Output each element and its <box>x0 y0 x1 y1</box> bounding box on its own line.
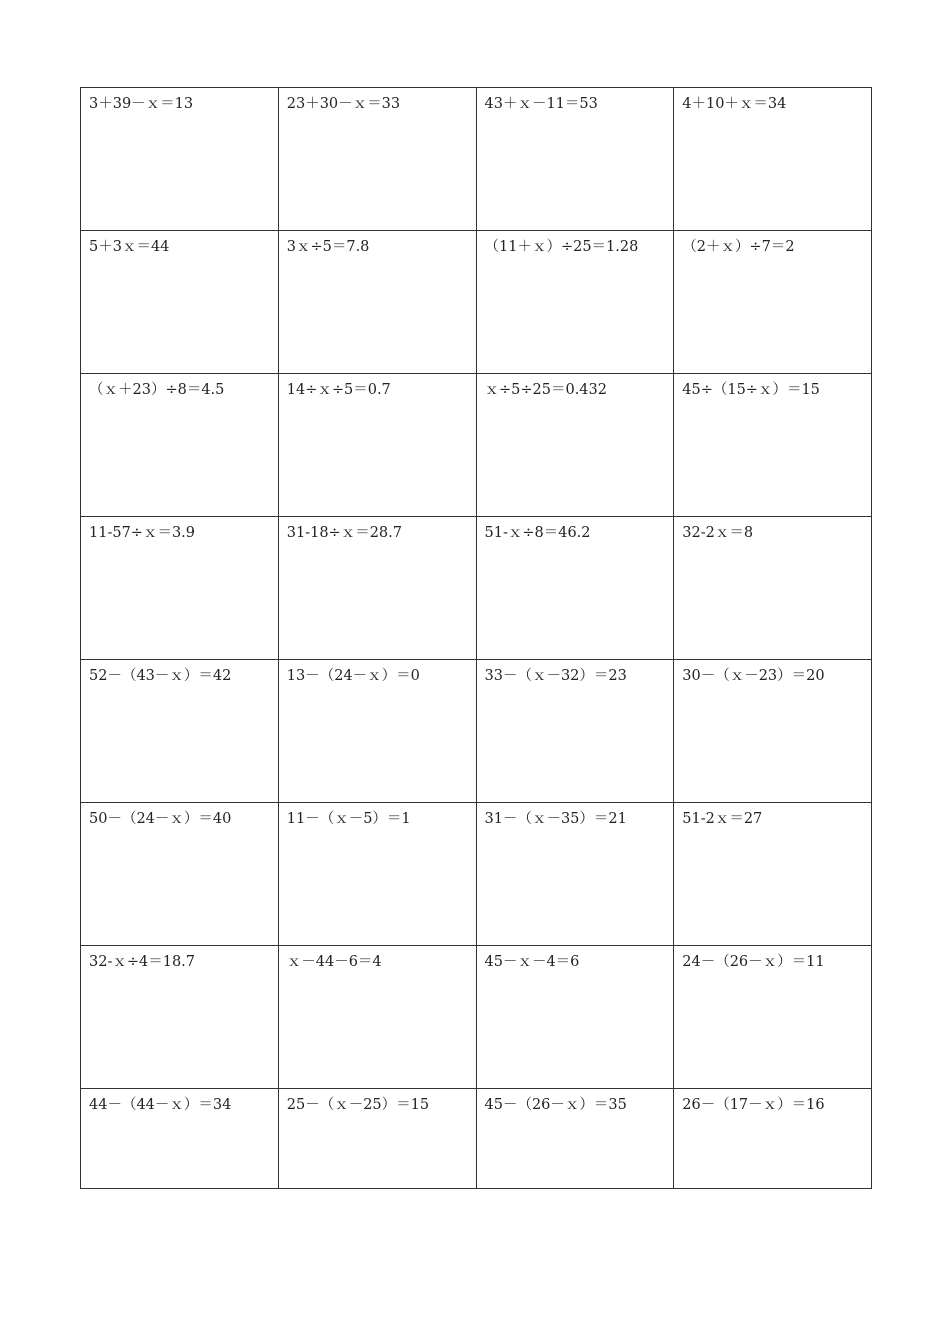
table-row <box>81 88 872 231</box>
equation-cell: 45÷（15÷ｘ）＝15 <box>674 374 872 517</box>
equation-cell: ｘ－44－6＝4 <box>278 946 476 1089</box>
equation-cell: 51-ｘ÷8＝46.2 <box>476 517 674 660</box>
equation-worksheet-table <box>80 87 872 1189</box>
table-row <box>81 231 872 374</box>
equation-cell: ｘ÷5÷25＝0.432 <box>476 374 674 517</box>
table-row <box>81 660 872 803</box>
table-row <box>81 1089 872 1189</box>
equation-cell: 4＋10＋ｘ＝34 <box>674 88 872 231</box>
equation-cell: 3＋39－ｘ＝13 <box>81 88 279 231</box>
equation-cell: 14÷ｘ÷5＝0.7 <box>278 374 476 517</box>
equation-cell: 30－（ｘ－23）＝20 <box>674 660 872 803</box>
equation-cell: 11-57÷ｘ＝3.9 <box>81 517 279 660</box>
equation-cell: 3ｘ÷5＝7.8 <box>278 231 476 374</box>
equation-cell: 52－（43－ｘ）＝42 <box>81 660 279 803</box>
equation-cell: 51-2ｘ＝27 <box>674 803 872 946</box>
equation-cell: 23＋30－ｘ＝33 <box>278 88 476 231</box>
equation-cell: 24－（26－ｘ）＝11 <box>674 946 872 1089</box>
equation-cell: 25－（ｘ－25）＝15 <box>278 1089 476 1189</box>
table-row <box>81 517 872 660</box>
table-row <box>81 803 872 946</box>
equation-cell: 31-18÷ｘ＝28.7 <box>278 517 476 660</box>
equation-cell: （ｘ＋23）÷8＝4.5 <box>81 374 279 517</box>
equation-cell: 33－（ｘ－32）＝23 <box>476 660 674 803</box>
equation-cell: 32-2ｘ＝8 <box>674 517 872 660</box>
equation-cell: 26－（17－ｘ）＝16 <box>674 1089 872 1189</box>
equation-cell: （11＋ｘ）÷25＝1.28 <box>476 231 674 374</box>
table-row <box>81 946 872 1089</box>
table-row <box>81 374 872 517</box>
equation-cell: 5＋3ｘ＝44 <box>81 231 279 374</box>
equation-cell: 43＋ｘ－11＝53 <box>476 88 674 231</box>
equation-cell: 11－（ｘ－5）＝1 <box>278 803 476 946</box>
equation-cell: 31－（ｘ－35）＝21 <box>476 803 674 946</box>
equation-cell: 32-ｘ÷4＝18.7 <box>81 946 279 1089</box>
equation-cell: 45－（26－ｘ）＝35 <box>476 1089 674 1189</box>
equation-cell: 45－ｘ－4＝6 <box>476 946 674 1089</box>
equation-cell: 50－（24－ｘ）＝40 <box>81 803 279 946</box>
equation-cell: 13－（24－ｘ）＝0 <box>278 660 476 803</box>
equation-cell: 44－（44－ｘ）＝34 <box>81 1089 279 1189</box>
equation-cell: （2＋ｘ）÷7＝2 <box>674 231 872 374</box>
